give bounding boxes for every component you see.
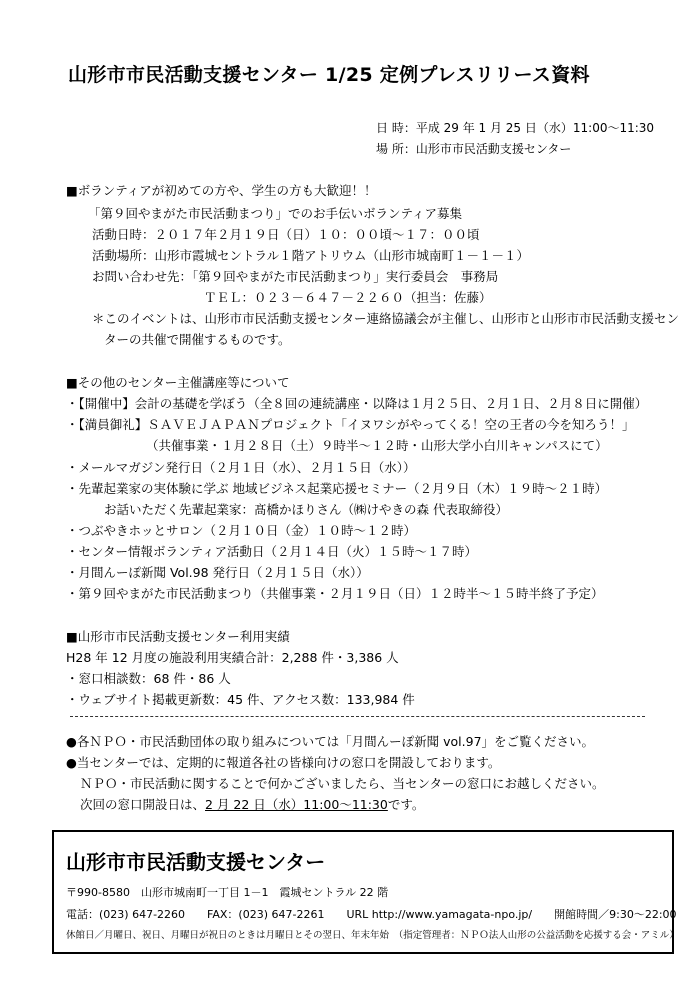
list-item: ・メールマガジン発行日（２月１日（水）、２月１５日（水）） bbox=[66, 460, 416, 475]
volunteer-location: 活動場所：山形市霞城セントラル１階アトリウム（山形市城南町１－１－１） bbox=[92, 248, 530, 263]
next-prefix: 次回の窓口開設日は、 bbox=[80, 797, 206, 812]
footer-address: 〒990-8580 山形市城南町一丁目 1－1 霞城セントラル 22 階 bbox=[66, 886, 389, 899]
list-item: ・つぶやきホッとサロン（２月１０日（金）１０時～１２時） bbox=[66, 523, 417, 538]
volunteer-note-cont: ターの共催で開催するものです。 bbox=[104, 332, 291, 347]
list-item: ・第９回やまがた市民活動まつり（共催事業・２月１９日（日）１２時半～１５時半終了予定） bbox=[66, 586, 604, 601]
list-item: ・【満員御礼】ＳＡＶＥＪＡＰＡＮプロジェクト「イヌワシがやってくる！空の王者の今を知ろう！」 bbox=[66, 417, 635, 432]
footer-holiday: 休館日／月曜日、祝日、月曜日が祝日のときは月曜日とその翌日、年末年始 （指定管理者：ＮＰＯ法人山形の公益活動を応援する会・アミル） bbox=[66, 930, 679, 941]
notice-window-cont: ＮＰＯ・市民活動に関することで何かございましたら、当センターの窓口にお越しください。 bbox=[80, 776, 605, 791]
footer-title: 山形市市民活動支援センター bbox=[66, 850, 326, 874]
notice-next-date bbox=[80, 795, 424, 813]
notice-npo: ●各ＮＰＯ・市民活動団体の取り組みについては「月間んーぽ新聞 vol.97」をご覧ください。 bbox=[66, 734, 595, 749]
footer-box bbox=[52, 830, 679, 954]
volunteer-note: ＊このイベントは、山形市市民活動支援センター連絡協議会が主催し、山形市と山形市市民活動支援セン bbox=[92, 311, 680, 326]
volunteer-tel: ＴＥＬ：０２３－６４７－２２６０（担当：佐藤） bbox=[204, 290, 492, 305]
list-item: ・【開催中】会計の基礎を学ぼう（全８回の連続講座・以降は１月２５日、２月１日、２月８日に開催） bbox=[66, 396, 648, 411]
volunteer-contact: お問い合わせ先：「第９回やまがた市民活動まつり」実行委員会 事務局 bbox=[92, 269, 499, 284]
usage-web: ・ウェブサイト掲載更新数：45 件、アクセス数：133,984 件 bbox=[66, 692, 415, 707]
meeting-place: 場 所：山形市市民活動支援センター bbox=[376, 142, 572, 156]
list-item: ・センター情報ボランティア活動日（２月１４日（火）１５時～１７時） bbox=[66, 544, 478, 559]
next-suffix: です。 bbox=[387, 797, 425, 812]
volunteer-datetime: 活動日時：２０１７年２月１９日（日）１０：００頃～１７：００頃 bbox=[92, 227, 480, 242]
list-item: ・月間んーぽ新聞 Vol.98 発行日（２月１５日（水）） bbox=[66, 565, 369, 580]
volunteer-heading: ■ボランティアが初めての方や、学生の方も大歓迎！！ bbox=[66, 183, 377, 198]
usage-consult: ・窓口相談数：68 件・86 人 bbox=[66, 671, 231, 686]
page-title: 山形市市民活動支援センター 1/25 定例プレスリリース資料 bbox=[68, 64, 590, 86]
list-item: ・先輩起業家の実体験に学ぶ 地域ビジネス起業応援セミナー（２月９日（木）１９時～２１時） bbox=[66, 481, 608, 496]
list-item-detail: お話いただく先輩起業家：髙橋かほりさん（㈱けやきの森 代表取締役） bbox=[104, 502, 508, 517]
meeting-date: 日 時：平成 29 年 1 月 25 日（水）11:00～11:30 bbox=[376, 121, 655, 135]
next-date: 2 月 22 日（水）11:00～11:30 bbox=[205, 797, 388, 812]
footer-contact: 電話：(023) 647-2260 FAX：(023) 647-2261 URL http://www.yamagata-npo.jp/ 開館時間／9:30～22:00 bbox=[66, 908, 677, 921]
list-item-detail: （共催事業・１月２８日（土）９時半～１２時・山形大学小白川キャンパスにて） bbox=[146, 438, 608, 453]
usage-total: H28 年 12 月度の施設利用実績合計：2,288 件・3,386 人 bbox=[66, 650, 399, 665]
volunteer-subtitle: 「第９回やまがた市民活動まつり」でのお手伝いボランティア募集 bbox=[88, 206, 463, 221]
courses-heading: ■その他のセンター主催講座等について bbox=[66, 375, 290, 390]
notice-window: ●当センターでは、定期的に報道各社の皆様向けの窓口を開設しております。 bbox=[66, 755, 501, 770]
usage-heading: ■山形市市民活動支援センター利用実績 bbox=[66, 629, 290, 644]
dashed-divider bbox=[70, 716, 645, 717]
